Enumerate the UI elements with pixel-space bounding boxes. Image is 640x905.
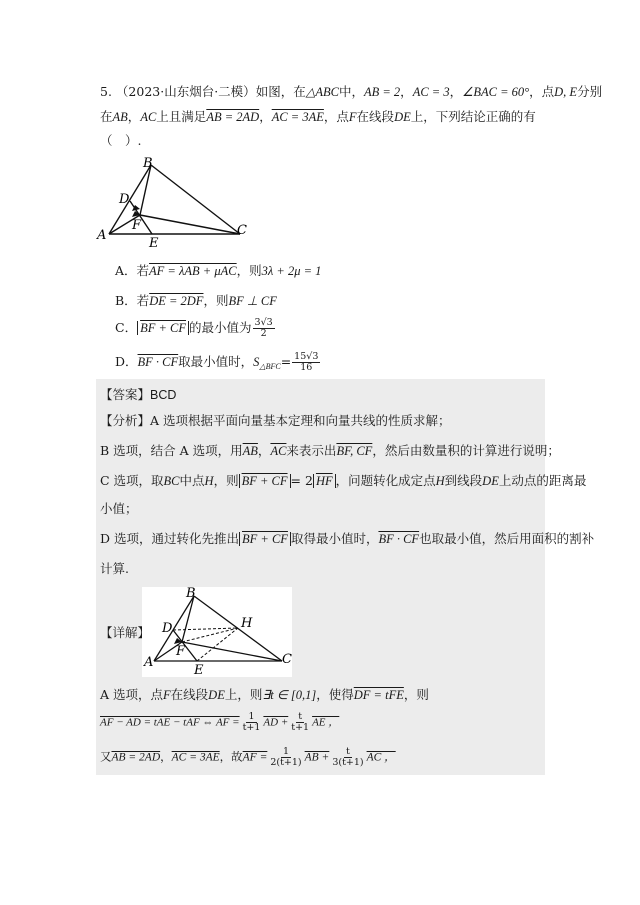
- stem-text: ，点: [529, 84, 555, 99]
- vec-ac: $\overline{AC}$: [270, 444, 287, 458]
- segment-cf: [140, 215, 240, 234]
- seg-de: DE: [394, 110, 411, 124]
- label-c: C: [282, 652, 292, 667]
- option-a: [115, 262, 321, 280]
- seg-ab: AB: [112, 110, 128, 124]
- equals: =: [280, 354, 292, 369]
- detail-text: ，故: [219, 749, 243, 764]
- eq1-frac-1: [241, 712, 263, 733]
- vec-bf-cf: BF, CF: [336, 444, 373, 458]
- detail-label: 【详解】: [100, 625, 151, 640]
- segment-cf: [182, 642, 282, 661]
- stem-text: 在: [100, 109, 113, 124]
- option-c-mid: 的最小值为: [189, 320, 252, 335]
- analysis-text: ，则: [213, 473, 239, 488]
- analysis-text: ，: [257, 443, 271, 458]
- answer-line: [100, 386, 176, 404]
- frac-den: 2: [260, 328, 267, 339]
- option-b-mid: ，则: [203, 293, 229, 308]
- label-b: B: [186, 587, 196, 601]
- analysis-text: C 选项，取: [100, 473, 164, 488]
- eq1-left: AF − AD = tAE − tAF ⇔ AF =: [100, 716, 240, 729]
- option-a-mid: ，则: [236, 263, 262, 278]
- frac-den: 16: [300, 362, 313, 373]
- frac-num: 15√3: [294, 351, 319, 362]
- analysis-line-d: [100, 530, 594, 548]
- analysis-line-1: [100, 412, 451, 430]
- eq2-frac-2: [330, 747, 365, 768]
- frac-den: 3(t+1): [332, 757, 364, 768]
- df-eq-tfe: DF = tFE: [353, 688, 404, 702]
- problem-line-2: 在AB，AC上且满足AB = 2AD，AC = 3AE，点F在线段DE上，下列结论正确的有: [100, 109, 536, 124]
- points-de: D, E: [554, 85, 578, 99]
- option-d-fraction: [292, 352, 320, 373]
- answer-label: 【答案】: [100, 387, 151, 402]
- ac-length: AC = 3: [412, 85, 450, 99]
- frac-den: 2(t+1): [270, 757, 302, 768]
- eq1-end: AE ，: [312, 716, 340, 729]
- frac-num: 1: [282, 746, 289, 757]
- point-h: H: [204, 474, 214, 488]
- triangle-name: △ABC: [305, 85, 339, 99]
- analysis-text: D 选项，通过转化先推出: [100, 531, 239, 546]
- option-d: [115, 352, 321, 376]
- detail-text: ，使得: [316, 687, 354, 702]
- point-f: F: [348, 110, 357, 124]
- seg-bc: BC: [163, 474, 180, 488]
- option-a-result: 3λ + 2μ = 1: [261, 264, 322, 278]
- frac-num: 1: [248, 711, 255, 722]
- frac-num: t: [346, 746, 350, 757]
- analysis-text: 中点: [179, 473, 205, 488]
- option-c: [115, 318, 276, 339]
- point-h: H: [435, 474, 445, 488]
- option-d-prefix: D．: [115, 354, 138, 369]
- seg-de: DE: [208, 688, 225, 702]
- detail-text: 上，则: [224, 687, 263, 702]
- ab-length: AB = 2: [363, 85, 401, 99]
- analysis-text: 到线段: [444, 473, 483, 488]
- detail-text: 又: [100, 749, 112, 764]
- label-c: C: [237, 223, 247, 238]
- triangle-figure: [95, 155, 265, 250]
- detail-text: ，则: [403, 687, 429, 702]
- analysis-label: 【分析】: [100, 413, 151, 428]
- eq1-frac-2: [289, 712, 311, 733]
- option-d-mid: 取最小值时，: [178, 354, 254, 369]
- af-eq: AF =: [242, 751, 268, 764]
- stem-text: 分别: [577, 84, 603, 99]
- analysis-text: 上动点的距离最: [498, 473, 587, 488]
- stem-text: 如图，在: [255, 84, 306, 99]
- side-ab: [154, 596, 194, 661]
- dashed-dh: [173, 628, 238, 630]
- option-b-equation: DE = 2DF: [149, 294, 204, 308]
- option-a-prefix: A．若: [115, 263, 150, 278]
- condition-ac-3ae: AC = 3AE: [271, 110, 324, 124]
- label-d: D: [119, 192, 130, 207]
- frac-den: t+1: [291, 722, 310, 733]
- analysis-text: ，然后由数量积的计算进行说明；: [372, 443, 560, 458]
- label-f: F: [176, 644, 186, 659]
- analysis-text: B 选项，结合 A 选项，用: [100, 443, 243, 458]
- analysis-text: 也取最小值，然后用面积的割补: [419, 531, 595, 546]
- dot-bf-cf: BF · CF: [378, 532, 420, 546]
- detail-text: A 选项，点: [100, 687, 164, 702]
- eq2-ab: AB +: [304, 751, 330, 764]
- area-subscript: △BFC: [259, 362, 281, 371]
- ab-2ad: AB = 2AD: [111, 751, 161, 764]
- segment-bf: [140, 165, 151, 215]
- option-b-result: BF ⊥ CF: [228, 294, 277, 308]
- frac-num: 3√3: [254, 317, 273, 328]
- detail-line-a: [100, 686, 429, 704]
- norm-bf-cf: BF + CF: [239, 474, 291, 488]
- eq2-end: AC ，: [366, 751, 396, 764]
- stem-text: ，点: [323, 109, 349, 124]
- stem-text: 中，: [338, 84, 364, 99]
- label-f: F: [132, 218, 142, 233]
- point-f: F: [163, 688, 171, 702]
- side-bc: [151, 165, 240, 234]
- condition-ab-2ad: AB = 2AD: [206, 110, 260, 124]
- norm-bf-cf: BF + CF: [239, 532, 291, 546]
- exists-t: ∃t ∈ [0,1]: [262, 688, 317, 702]
- stem-text: ，: [127, 109, 141, 124]
- analysis-text: 取得最小值时，: [290, 531, 379, 546]
- seg-ac: AC: [140, 110, 157, 124]
- label-a: A: [144, 655, 154, 670]
- seg-de: DE: [482, 474, 499, 488]
- norm-hf: $\overline{HF}$: [313, 474, 336, 488]
- segment-bf: [182, 596, 194, 642]
- stem-text: 上且满足: [156, 109, 207, 124]
- detail-eq-2: [100, 747, 396, 768]
- answer-paren: （ ）.: [100, 133, 142, 148]
- problem-source: （2023·山东烟台·二模）: [115, 84, 256, 99]
- ac-3ae: AC = 3AE: [171, 751, 220, 764]
- analysis-text: ，问题转化成定点: [335, 473, 436, 488]
- detail-text: 在线段: [170, 687, 209, 702]
- eq2-frac-1: [268, 747, 303, 768]
- problem-line-1: 5. （2023·山东烟台·二模）如图，在△ABC中，AB = 2，AC = 3，∠BAC = 60°，点D, E分别: [100, 84, 603, 99]
- stem-text: 在线段: [356, 109, 395, 124]
- detail-text: ，: [160, 749, 172, 764]
- problem-number: 5.: [100, 84, 112, 99]
- label-a: A: [97, 228, 107, 243]
- analysis-line-c: [100, 472, 586, 490]
- detail-figure: [142, 587, 292, 677]
- vec-ab: $\overline{AB}$: [242, 444, 258, 458]
- detail-eq-1: [100, 712, 339, 733]
- eq1-mid: AD +: [263, 716, 289, 729]
- label-e: E: [149, 236, 159, 250]
- analysis-text: = 2: [290, 473, 313, 488]
- analysis-line-c2: 小值；: [100, 501, 138, 516]
- analysis-text: A 选项根据平面向量基本定理和向量共线的性质求解；: [150, 413, 451, 428]
- frac-den: t+1: [242, 722, 261, 733]
- stem-text: 上，下列结论正确的有: [410, 109, 536, 124]
- area-symbol: S: [253, 355, 260, 369]
- option-a-equation: AF = λAB + μAC: [149, 264, 237, 278]
- option-d-dot: BF · CF: [137, 355, 179, 369]
- label-e: E: [194, 663, 204, 677]
- label-h: H: [241, 616, 253, 631]
- label-b: B: [143, 156, 153, 171]
- option-b: [115, 292, 277, 310]
- analysis-text: 来表示出: [286, 443, 337, 458]
- option-c-prefix: C．: [115, 320, 138, 335]
- option-c-fraction: [253, 318, 275, 339]
- analysis-line-b: [100, 442, 560, 460]
- angle-bac: ∠BAC = 60°: [462, 85, 530, 99]
- frac-num: t: [298, 711, 303, 722]
- analysis-line-d2: 计算.: [100, 561, 129, 576]
- option-b-prefix: B．若: [115, 293, 150, 308]
- answer-value: BCD: [150, 388, 177, 402]
- option-c-norm: BF + CF: [137, 321, 189, 335]
- label-d: D: [162, 621, 173, 636]
